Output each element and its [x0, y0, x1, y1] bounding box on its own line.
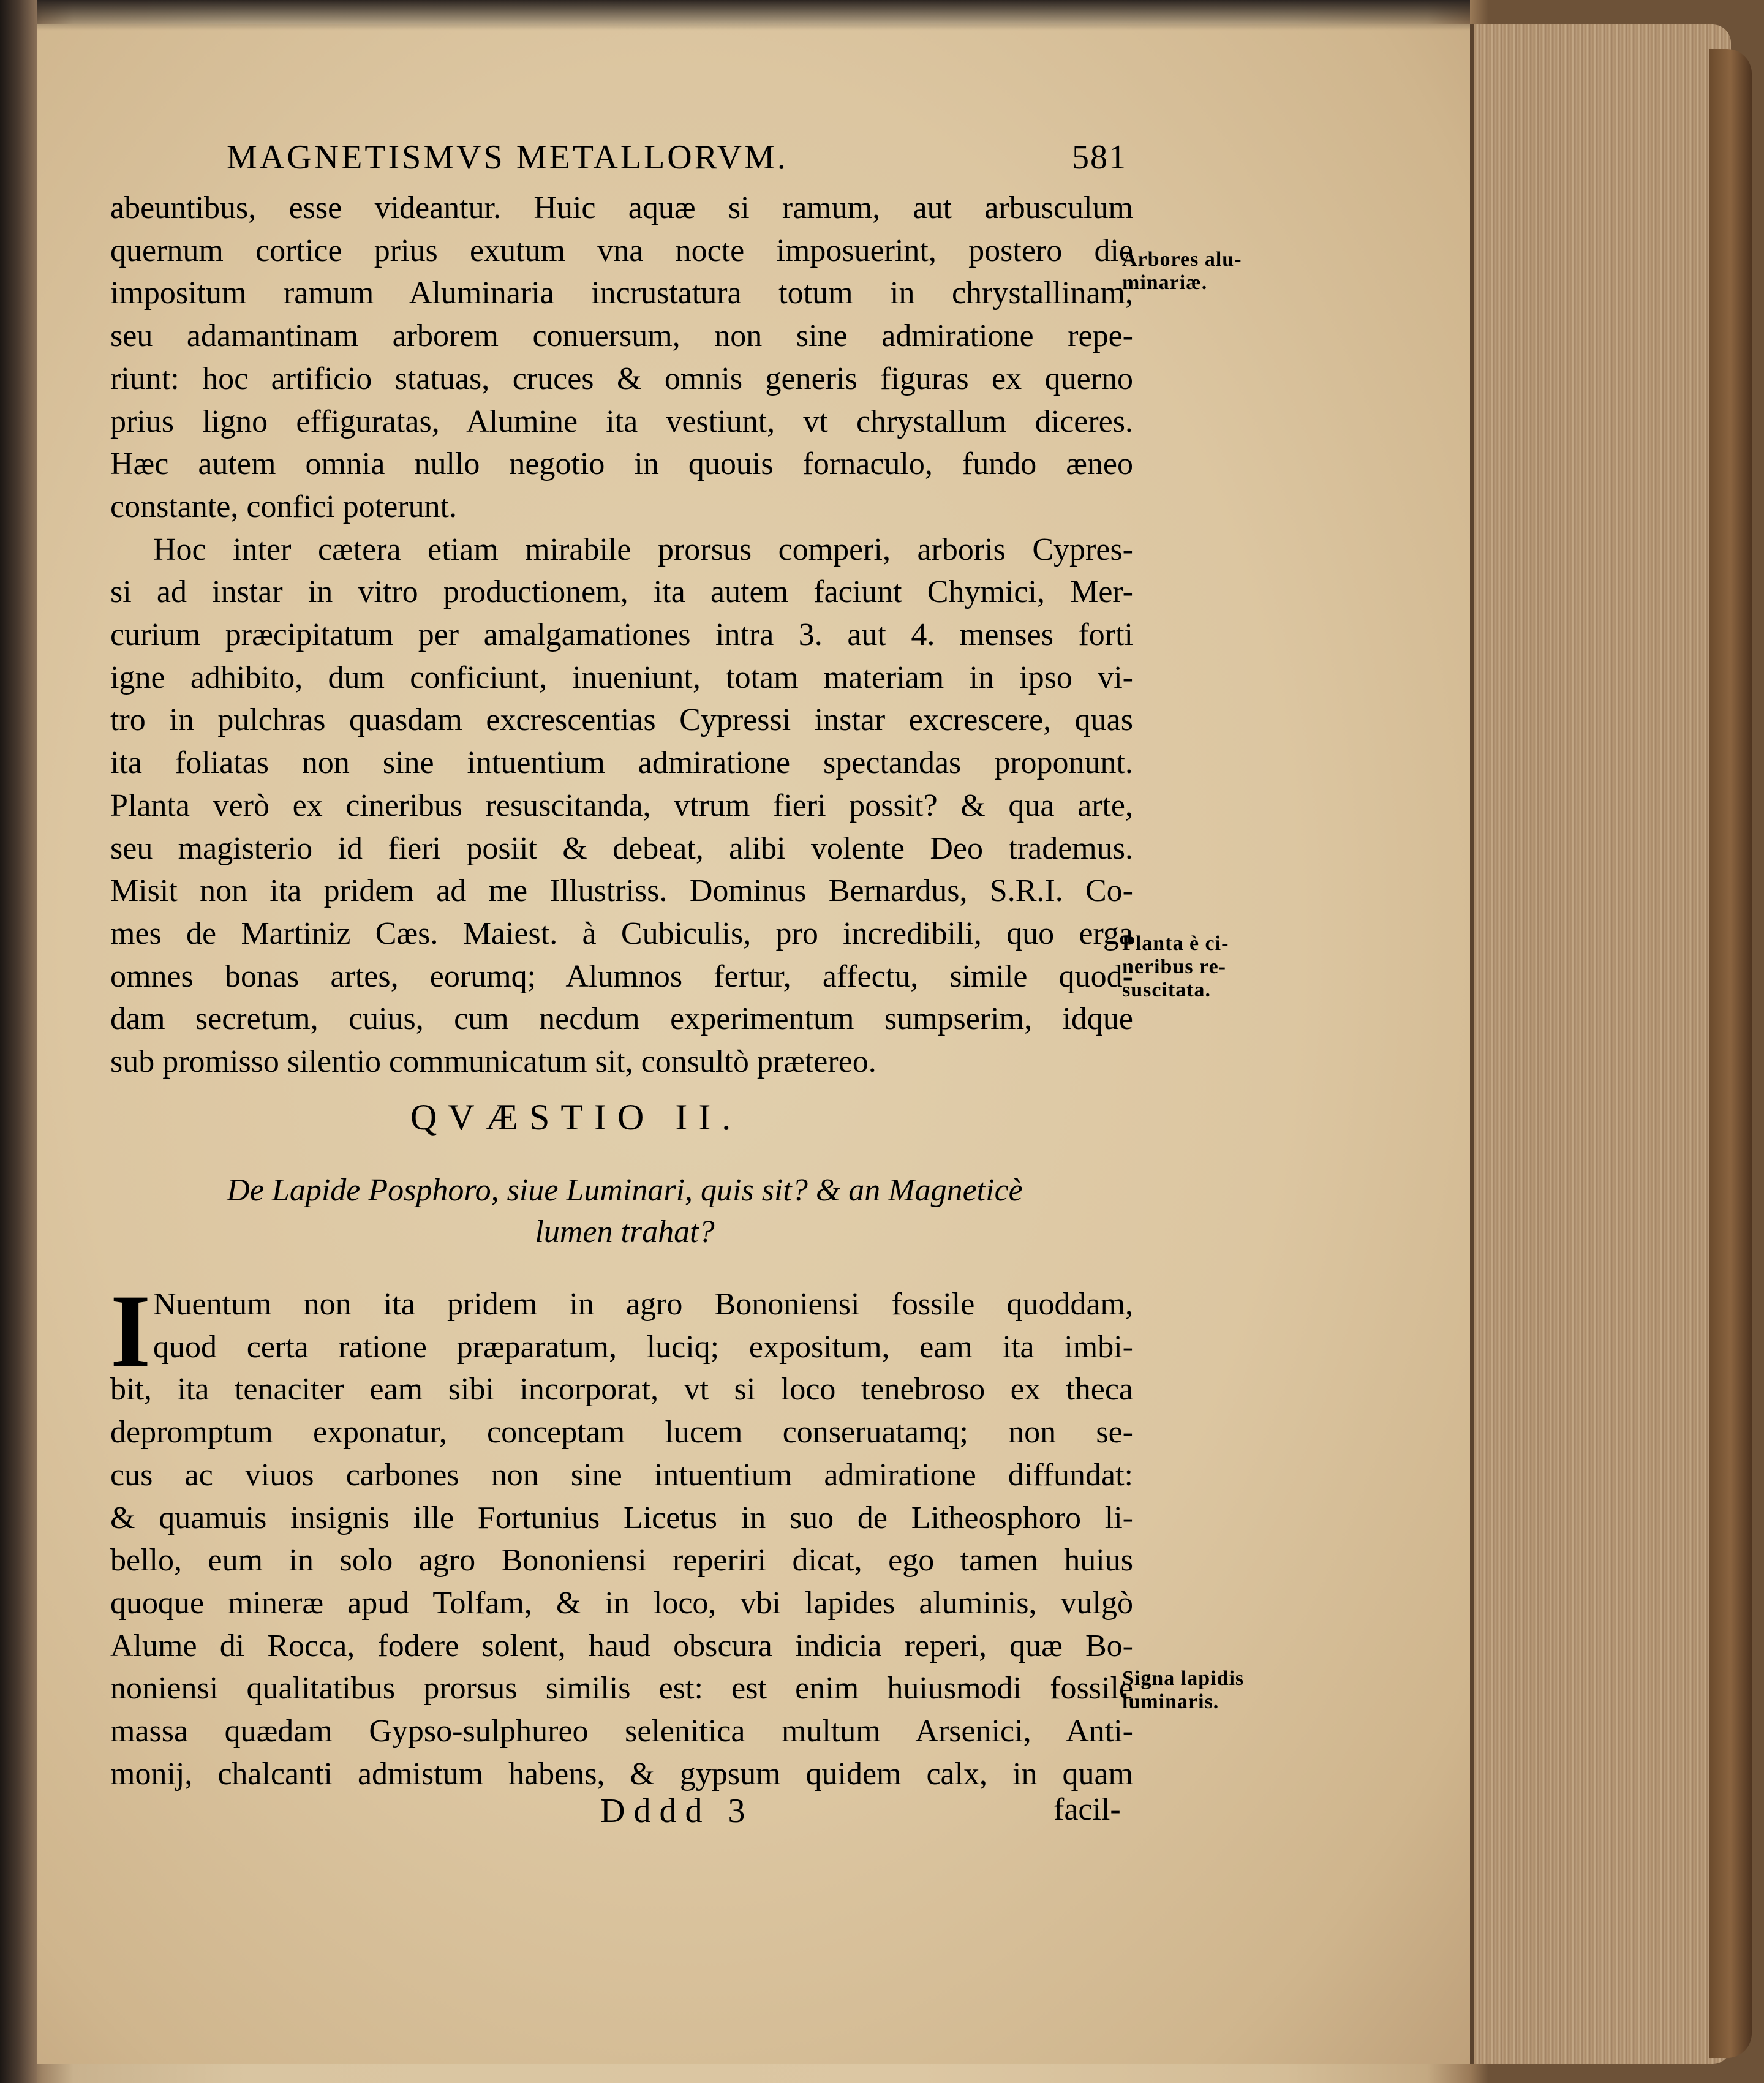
text-line: impositum ramum Aluminaria incrustatura totum in chrystallinam,: [110, 276, 1133, 311]
margin-note-line: minariæ.: [1122, 271, 1208, 294]
text-line: bit, ita tenaciter eam sibi incorporat, vt si loco tenebroso ex theca: [110, 1372, 1133, 1407]
running-title: MAGNETISMVS METALLORVM.: [227, 138, 788, 176]
text-line: seu magisterio id fieri posiit & debeat, alibi volente Deo trademus.: [110, 831, 1133, 866]
text-line: depromptum exponatur, conceptam lucem conseruatamq; non se-: [110, 1415, 1133, 1450]
running-head: [227, 138, 1127, 181]
margin-note-line: Signa lapidis: [1122, 1667, 1245, 1690]
text-line: si ad instar in vitro productionem, ita autem faciunt Chymici, Mer-: [110, 574, 1133, 610]
signature-mark: Dddd 3: [600, 1792, 754, 1830]
margin-note-line: suscitata.: [1122, 979, 1212, 1001]
catchword: facil-: [1054, 1792, 1121, 1827]
margin-note-planta: [1122, 932, 1287, 1002]
text-line: Hæc autem omnia nullo negotio in quouis fornaculo, fundo æneo: [110, 446, 1133, 482]
body-text: [110, 187, 1133, 1083]
text-line: mes de Martiniz Cæs. Maiest. à Cubiculis, pro incredibili, quo erga: [110, 916, 1133, 951]
text-line: Misit non ita pridem ad me Illustriss. Dominus Bernardus, S.R.I. Co-: [110, 873, 1133, 909]
text-line: prius ligno effiguratas, Alumine ita vestiunt, vt chrystallum diceres.: [110, 404, 1133, 439]
paragraph-start-line: Hoc inter cætera etiam mirabile prorsus comperi, arboris Cypres-: [153, 532, 1133, 567]
drop-cap: I: [110, 1273, 151, 1388]
text-line: seu adamantinam arborem conuersum, non sine admiratione repe-: [110, 318, 1133, 354]
text-line: abeuntibus, esse videantur. Huic aquæ si ramum, aut arbusculum: [110, 190, 1133, 225]
text-line: omnes bonas artes, eorumq; Alumnos fertur, affectu, simile quod-: [110, 959, 1133, 994]
text-line: sub promisso silentio communicatum sit, consultò prætereo.: [110, 1044, 876, 1080]
question-subtitle: [135, 1170, 1115, 1253]
subtitle-line: De Lapide Posphoro, siue Luminari, quis sit? & an Magneticè: [227, 1173, 1023, 1208]
text-line: igne adhibito, dum conficiunt, inueniunt, totam materiam in ipso vi-: [110, 660, 1133, 695]
page-edges: [1470, 24, 1731, 2064]
text-line: Alume di Rocca, fodere solent, haud obscura indicia reperi, quæ Bo-: [110, 1628, 1133, 1663]
text-line: & quamuis insignis ille Fortunius Licetus in suo de Litheosphoro li-: [110, 1500, 1133, 1535]
text-line: massa quædam Gypso-sulphureo selenitica multum Arsenici, Anti-: [110, 1714, 1133, 1749]
text-line: quoque mineræ apud Tolfam, & in loco, vbi lapides aluminis, vulgò: [110, 1585, 1133, 1621]
subtitle-line: lumen trahat?: [535, 1215, 715, 1249]
question-heading: QVÆSTIO II.: [410, 1097, 742, 1137]
text-line: monij, chalcanti admistum habens, & gypsum quidem calx, in quam: [110, 1756, 1133, 1791]
margin-note-signa: [1122, 1667, 1287, 1714]
margin-note-line: Arbores alu-: [1122, 248, 1242, 271]
text-line: noniensi qualitatibus prorsus similis est: est enim huiusmodi fossile: [110, 1671, 1133, 1706]
text-line: dam secretum, cuius, cum necdum experimentum sumpserim, idque: [110, 1001, 1133, 1037]
page-number: 581: [1072, 138, 1127, 176]
section-text: [110, 1273, 1133, 1795]
page-top-shadow: [37, 0, 1470, 31]
text-line: quod certa ratione præparatum, luciq; expositum, eam ita imbi-: [153, 1329, 1133, 1365]
text-line: Nuentum non ita pridem in agro Bononiensi fossile quoddam,: [153, 1287, 1133, 1322]
book-binding-left: [0, 0, 37, 2083]
margin-note-line: Planta è ci-: [1122, 932, 1229, 955]
text-line: riunt: hoc artificio statuas, cruces & omnis generis figuras ex querno: [110, 361, 1133, 396]
text-line: curium præcipitatum per amalgamationes intra 3. aut 4. menses forti: [110, 617, 1133, 653]
text-line: bello, eum in solo agro Bononiensi reperiri dicat, ego tamen huius: [110, 1543, 1133, 1578]
margin-note-arbores: [1122, 248, 1287, 295]
book-cover-edge: [1709, 49, 1752, 2058]
text-line: quernum cortice prius exutum vna nocte imposuerint, postero die: [110, 233, 1133, 268]
text-line: ita foliatas non sine intuentium admiratione spectandas proponunt.: [110, 745, 1133, 781]
text-line: constante, confici poterunt.: [110, 489, 458, 524]
text-line: cus ac viuos carbones non sine intuentium admiratione diffundat:: [110, 1457, 1133, 1493]
margin-note-line: neribus re-: [1122, 955, 1226, 978]
text-line: Planta verò ex cineribus resuscitanda, vtrum fieri possit? & qua arte,: [110, 788, 1133, 823]
text-line: tro in pulchras quasdam excrescentias Cypressi instar excrescere, quas: [110, 702, 1133, 738]
margin-note-line: luminaris.: [1122, 1690, 1219, 1713]
